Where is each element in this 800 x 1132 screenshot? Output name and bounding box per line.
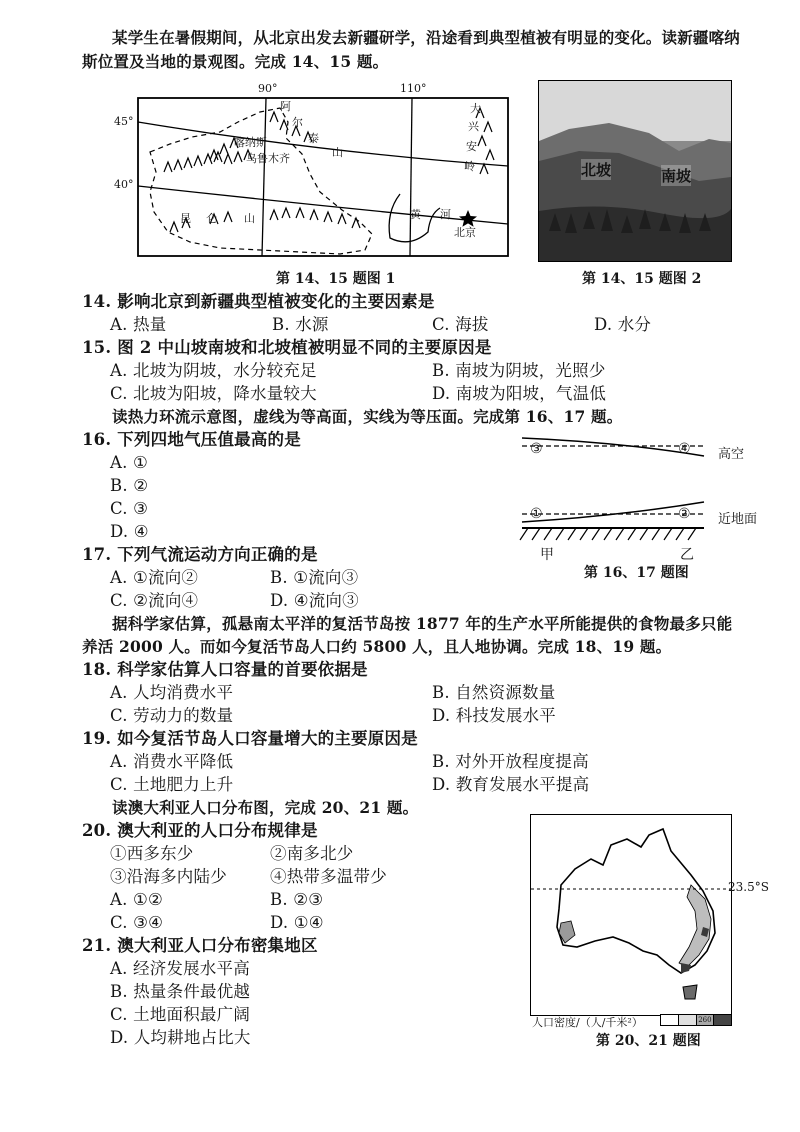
- q14-option-a[interactable]: A. 热量: [110, 315, 167, 334]
- q18-option-a[interactable]: A. 人均消费水平: [110, 683, 234, 702]
- altai-char-4: 山: [332, 146, 343, 159]
- q20-option-a[interactable]: A. ①②: [110, 890, 163, 909]
- q19-option-b[interactable]: B. 对外开放程度提高: [432, 752, 589, 771]
- intro-18-19-line2: 养活 2000 人。而如今复活节岛人口约 5800 人，且人地协调。完成 18、19 题。: [82, 637, 672, 656]
- q21-stem: 21. 澳大利亚人口分布密集地区: [82, 936, 318, 955]
- density-legend: [660, 1014, 732, 1026]
- kunlun-char-1: 昆: [180, 212, 191, 225]
- q15-option-c[interactable]: C. 北坡为阳坡，降水量较大: [110, 384, 317, 403]
- daxinganling-char-4: 岭: [464, 160, 475, 173]
- q20-statement-2: ②南多北少: [270, 844, 354, 863]
- q16-option-d[interactable]: D. ④: [110, 522, 149, 541]
- q19-stem: 19. 如今复活节岛人口容量增大的主要原因是: [82, 729, 418, 748]
- q15-stem: 15. 图 2 中山坡南坡和北坡植被明显不同的主要原因是: [82, 338, 492, 357]
- q18-option-c[interactable]: C. 劳动力的数量: [110, 706, 234, 725]
- legend-swatch-2: [679, 1015, 697, 1025]
- kanas-label: 喀纳斯: [234, 136, 267, 149]
- figure-2-photo: [538, 80, 732, 262]
- q21-option-d[interactable]: D. 人均耕地占比大: [110, 1028, 251, 1047]
- yi-label: 乙: [680, 547, 694, 563]
- figure-2-caption: 第 14、15 题图 2: [582, 271, 702, 287]
- yellow-river-char-1: 黄: [410, 208, 421, 221]
- kunlun-char-3: 山: [244, 212, 255, 225]
- figure-1-svg: [110, 82, 510, 262]
- lon-110-label: 110°: [400, 82, 427, 95]
- legend-label: 人口密度/（人/千米²）: [532, 1016, 643, 1029]
- q17-option-c[interactable]: C. ②流向④: [110, 591, 199, 610]
- q14-option-b[interactable]: B. 水源: [272, 315, 329, 334]
- q18-option-b[interactable]: B. 自然资源数量: [432, 683, 556, 702]
- q21-option-c[interactable]: C. 土地面积最广阔: [110, 1005, 251, 1024]
- q16-option-c[interactable]: C. ③: [110, 499, 149, 518]
- q20-statement-1: ①西多东少: [110, 844, 194, 863]
- q18-stem: 18. 科学家估算人口容量的首要依据是: [82, 660, 368, 679]
- lat-40-label: 40°: [114, 178, 134, 191]
- point-3-label: ③: [530, 441, 543, 457]
- q15-option-b[interactable]: B. 南坡为阴坡，光照少: [432, 361, 606, 380]
- q19-option-c[interactable]: C. 土地肥力上升: [110, 775, 234, 794]
- q20-option-c[interactable]: C. ③④: [110, 913, 164, 932]
- q15-option-d[interactable]: D. 南坡为阳坡，气温低: [432, 384, 607, 403]
- jia-label: 甲: [540, 547, 554, 563]
- q19-option-d[interactable]: D. 教育发展水平提高: [432, 775, 590, 794]
- figure-3-diagram: [518, 430, 758, 563]
- q19-option-a[interactable]: A. 消费水平降低: [110, 752, 234, 771]
- q14-stem: 14. 影响北京到新疆典型植被变化的主要因素是: [82, 292, 435, 311]
- near-ground-label: 近地面: [718, 512, 758, 527]
- q14-option-c[interactable]: C. 海拔: [432, 315, 489, 334]
- q17-option-a[interactable]: A. ①流向②: [110, 568, 199, 587]
- q18-option-d[interactable]: D. 科技发展水平: [432, 706, 556, 725]
- daxinganling-char-1: 大: [470, 102, 481, 115]
- q16-option-a[interactable]: A. ①: [110, 453, 148, 472]
- q17-option-d[interactable]: D. ④流向③: [270, 591, 359, 610]
- q20-stem: 20. 澳大利亚的人口分布规律是: [82, 821, 318, 840]
- intro-20-21: 读澳大利亚人口分布图，完成 20、21 题。: [112, 798, 419, 817]
- altai-char-1: 阿: [280, 100, 291, 113]
- north-slope-label: 北坡: [581, 161, 612, 179]
- beijing-label: 北京: [454, 226, 476, 239]
- high-altitude-label: 高空: [718, 447, 745, 462]
- q20-statement-3: ③沿海多内陆少: [110, 867, 227, 886]
- q14-option-d[interactable]: D. 水分: [594, 315, 652, 334]
- intro-14-15-line1: 某学生在暑假期间，从北京出发去新疆研学，沿途看到典型植被有明显的变化。读新疆喀纳: [112, 28, 741, 47]
- yellow-river-char-2: 河: [440, 208, 451, 221]
- figure-4-map: [530, 814, 732, 1016]
- point-4-label: ④: [678, 441, 691, 457]
- altai-char-2: 尔: [292, 116, 303, 129]
- point-1-label: ①: [530, 506, 543, 522]
- q21-option-b[interactable]: B. 热量条件最优越: [110, 982, 251, 1001]
- urumqi-label: 乌鲁木齐: [246, 152, 290, 165]
- daxinganling-char-3: 安: [466, 140, 477, 153]
- daxinganling-char-2: 兴: [468, 120, 479, 133]
- figure-1-map: [110, 82, 510, 262]
- point-2-label: ②: [678, 506, 691, 522]
- south-slope-label: 南坡: [661, 167, 692, 185]
- q20-option-b[interactable]: B. ②③: [270, 890, 324, 909]
- figure-1-caption: 第 14、15 题图 1: [276, 271, 396, 287]
- q21-option-a[interactable]: A. 经济发展水平高: [110, 959, 250, 978]
- q15-option-a[interactable]: A. 北坡为阴坡，水分较充足: [110, 361, 317, 380]
- altai-char-3: 泰: [308, 132, 319, 145]
- lon-90-label: 90°: [258, 82, 278, 95]
- q20-statement-4: ④热带多温带少: [270, 867, 387, 886]
- legend-swatch-1: [661, 1015, 679, 1025]
- q20-option-d[interactable]: D. ①④: [270, 913, 324, 932]
- intro-14-15-line2: 斯位置及当地的景观图。完成 14、15 题。: [82, 52, 389, 71]
- figure-4-caption: 第 20、21 题图: [596, 1033, 701, 1049]
- australia-svg: [531, 815, 731, 1015]
- kunlun-char-2: 仑: [206, 212, 217, 225]
- legend-value: 260: [697, 1015, 715, 1025]
- q16-stem: 16. 下列四地气压值最高的是: [82, 430, 301, 449]
- lat-45-label: 45°: [114, 115, 134, 128]
- q17-option-b[interactable]: B. ①流向③: [270, 568, 359, 587]
- figure-3-caption: 第 16、17 题图: [584, 565, 689, 581]
- landscape-illustration: [539, 81, 731, 261]
- tropic-label: 23.5°S: [728, 880, 769, 894]
- intro-18-19-line1: 据科学家估算，孤悬南太平洋的复活节岛按 1877 年的生产水平所能提供的食物最多只能: [112, 614, 733, 633]
- q16-option-b[interactable]: B. ②: [110, 476, 149, 495]
- legend-swatch-4: [714, 1015, 731, 1025]
- q17-stem: 17. 下列气流运动方向正确的是: [82, 545, 318, 564]
- intro-16-17: 读热力环流示意图，虚线为等高面，实线为等压面。完成第 16、17 题。: [112, 407, 623, 426]
